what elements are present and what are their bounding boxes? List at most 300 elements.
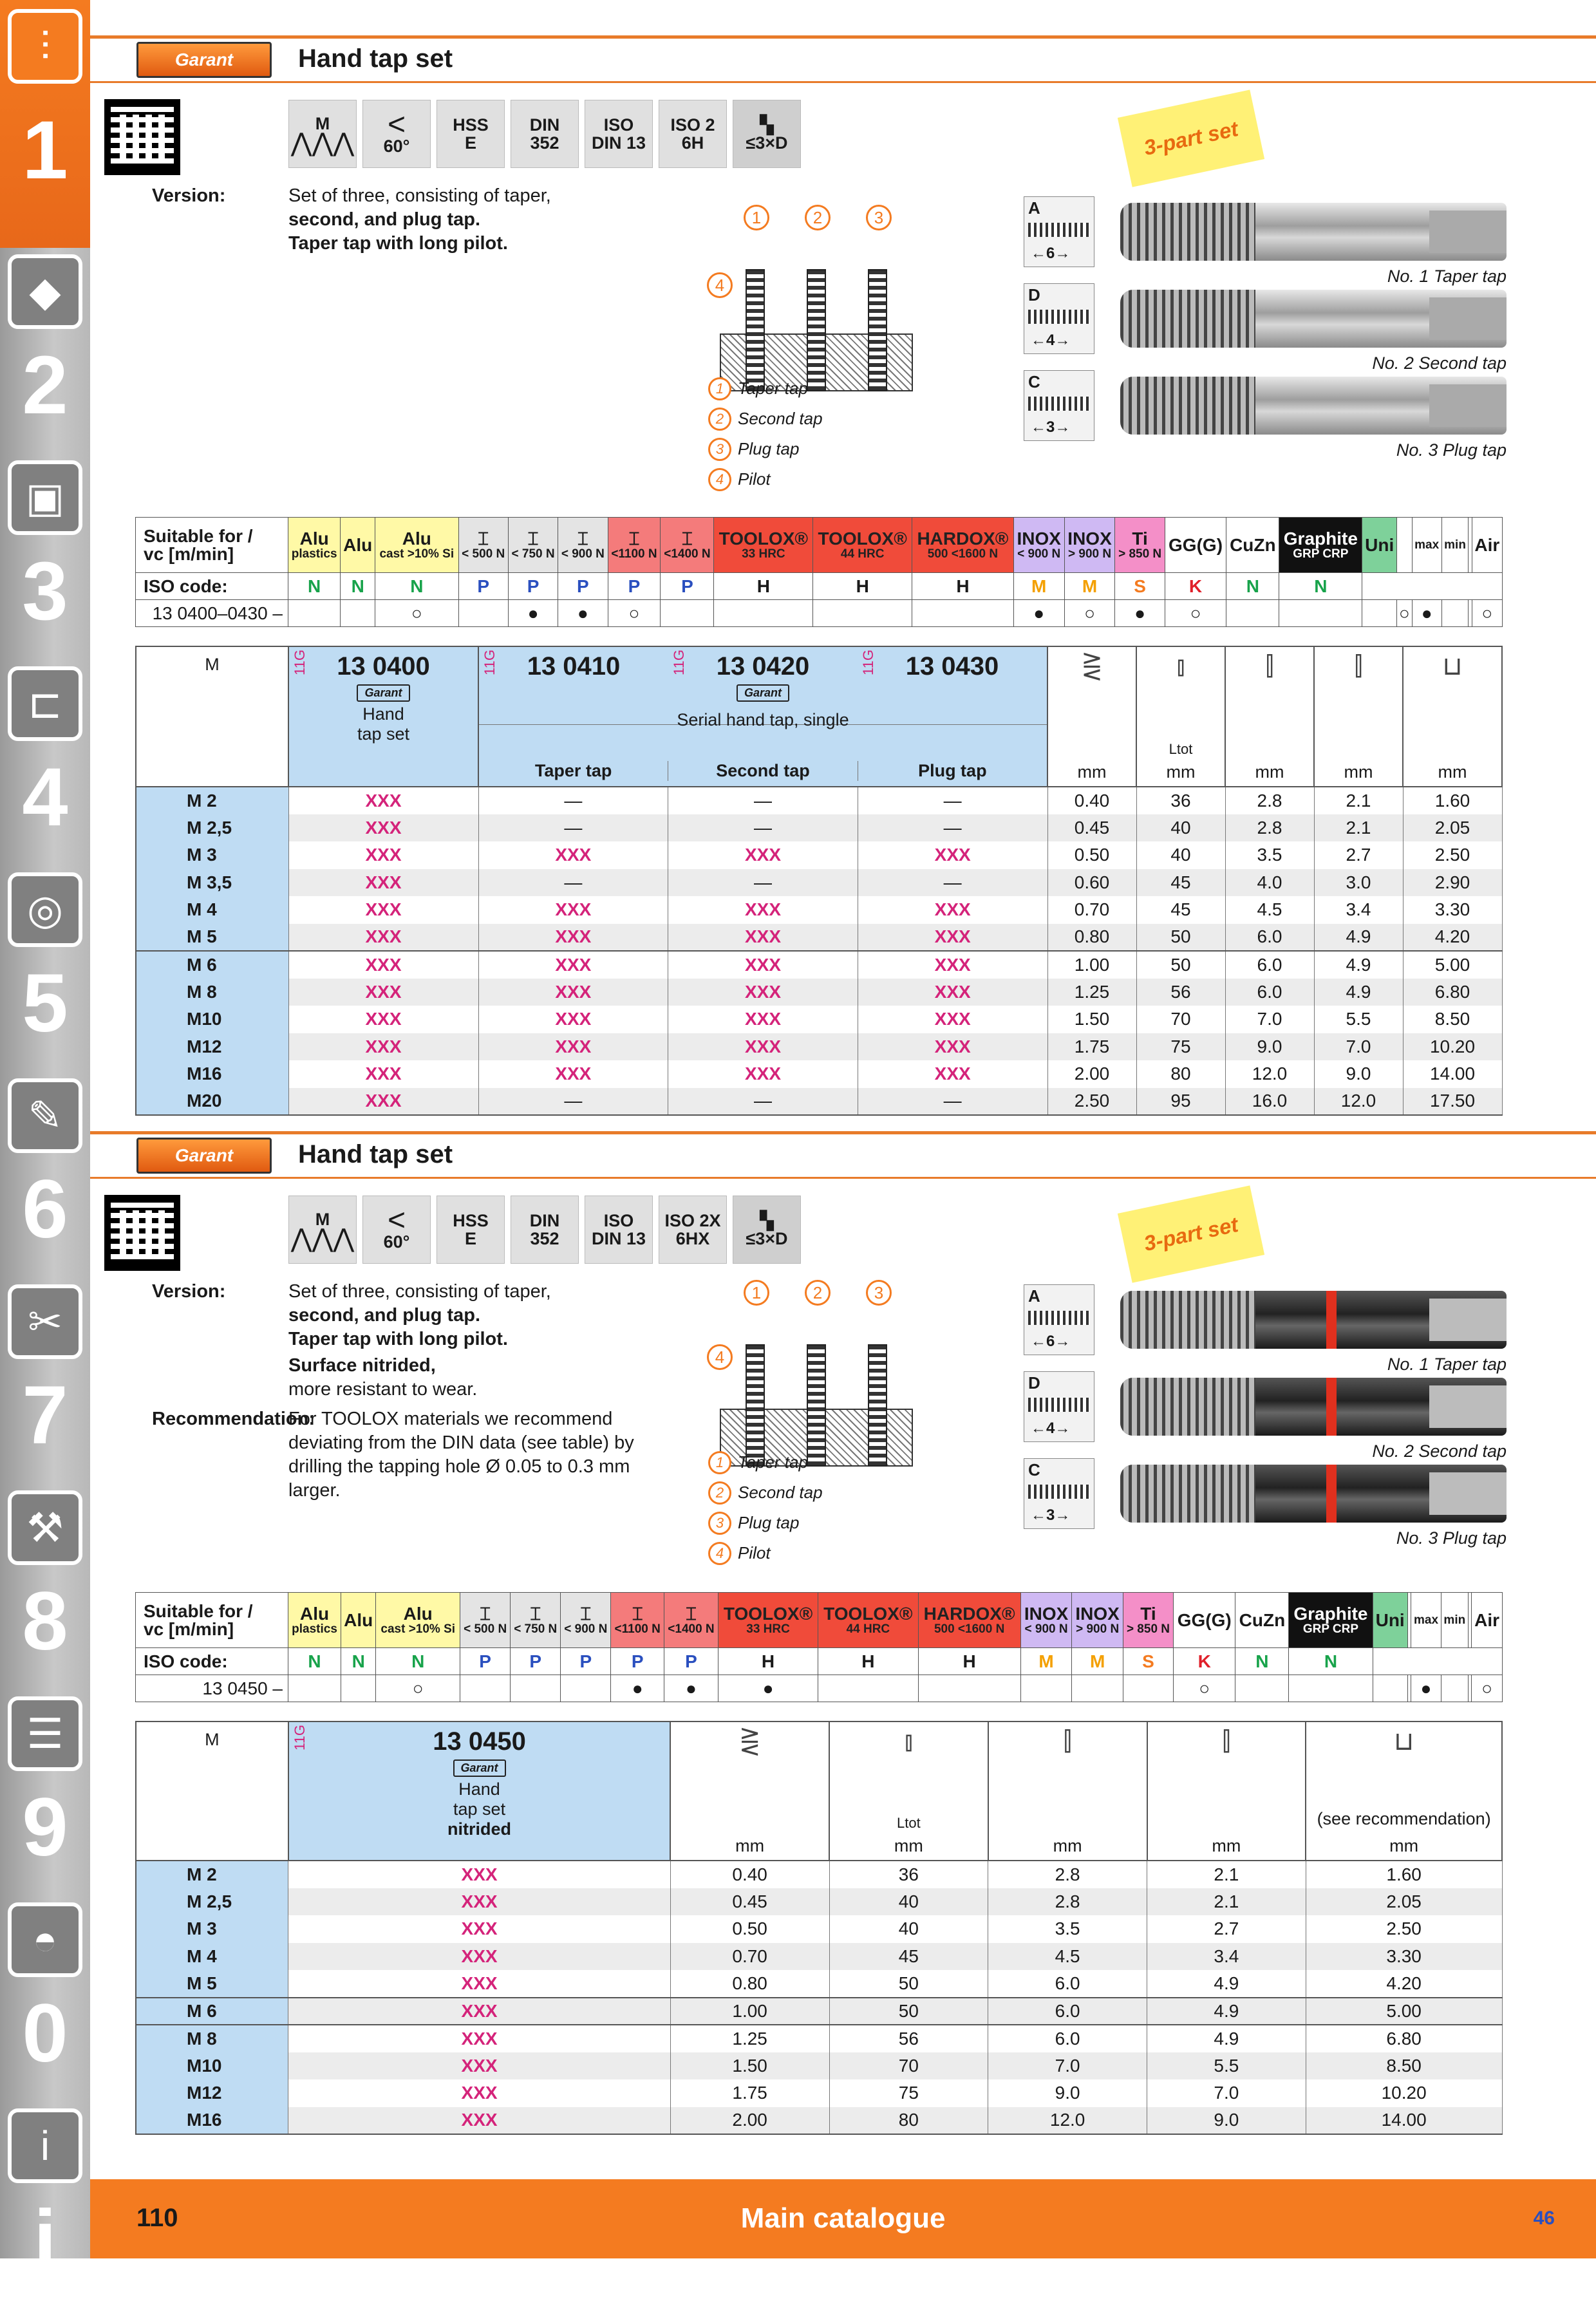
article-plug[interactable]: 11G 13 0430 — [860, 650, 999, 680]
tap-caption: No. 3 Plug tap — [1396, 1528, 1507, 1548]
sidebar-item-3[interactable] — [0, 454, 90, 660]
spec-cell: 3.0 — [1314, 869, 1403, 897]
spec-cell: 17.50 — [1403, 1088, 1502, 1116]
footer-index: 46 — [1533, 2208, 1555, 2229]
insert-icon: ◆ — [8, 254, 82, 329]
spec-cell: 7.0 — [1314, 1033, 1403, 1061]
chamfer-form-icon: D ←4→ — [1024, 283, 1094, 354]
spec-cell: 0.80 — [1047, 924, 1136, 952]
article-order-cell[interactable]: XXX — [668, 841, 858, 869]
spec-cell: 3.4 — [1147, 1943, 1306, 1971]
spec-cell: 0.80 — [670, 1970, 829, 1998]
spec-cell: 50 — [1136, 951, 1225, 979]
spec-cell: 4.9 — [1314, 924, 1403, 952]
recommendation-text: For TOOLOX materials we recommend deviating from the DIN data (see table) by drilling the tapping hole Ø 0.05 to 0.3 mm larger. — [288, 1409, 634, 1501]
material-col: TOOLOX® 33 HRC — [718, 1593, 818, 1648]
tap-photo — [1024, 370, 1519, 460]
spec-cell: 4.20 — [1403, 924, 1502, 952]
garant-logo: Garant — [136, 42, 272, 78]
info-icon: i — [8, 2108, 82, 2183]
spec-cell: 2.05 — [1403, 814, 1502, 842]
spec-cell: 4.5 — [988, 1943, 1147, 1971]
din-badge: DIN 352 — [511, 100, 579, 168]
article-order-cell[interactable]: XXX — [668, 1006, 858, 1033]
sidebar-item-6[interactable] — [0, 1072, 90, 1278]
material-col: INOX < 900 N — [1013, 518, 1064, 573]
article-order-cell[interactable]: XXX — [668, 896, 858, 924]
legend-item: 3 Plug tap — [708, 434, 823, 464]
material-col — [1397, 518, 1413, 573]
spec-cell: 2.1 — [1314, 814, 1403, 842]
article-order-cell[interactable]: XXX — [668, 924, 858, 952]
square-col: ⫿ mm — [1147, 1722, 1306, 1861]
thread-size: M 2,5 — [136, 814, 288, 842]
spec-cell: 0.45 — [1047, 814, 1136, 842]
material-col: Alu cast >10% Si — [375, 518, 458, 573]
tap-caption: No. 2 Second tap — [1372, 1441, 1507, 1461]
spec-cell: 5.00 — [1306, 1998, 1502, 2025]
spec-cell: 7.0 — [988, 2052, 1147, 2080]
material-col: TOOLOX® 44 HRC — [818, 1593, 918, 1648]
article-set[interactable]: 11G 13 0400 Garant Hand tap set — [288, 646, 478, 787]
article-order-cell[interactable]: XXX — [288, 896, 478, 924]
thread-size: M16 — [136, 1060, 288, 1088]
version-line: Set of three, consisting of taper, — [288, 185, 551, 206]
spec-cell: 2.05 — [1306, 1888, 1502, 1916]
ltot-col: ⫾ Ltot mm — [1136, 646, 1225, 787]
table-row — [136, 2052, 1502, 2080]
article-set[interactable]: 11G 13 0450 Garant Hand tap set nitrided — [288, 1722, 670, 1861]
material-col: Alu — [341, 1593, 376, 1648]
article-order-cell[interactable]: XXX — [858, 924, 1047, 952]
spec-cell: 80 — [1136, 1060, 1225, 1088]
article-order-cell[interactable]: XXX — [478, 951, 668, 979]
spec-cell: 56 — [1136, 979, 1225, 1006]
ltot-col: ⫾ Ltot mm — [829, 1722, 988, 1861]
version-line: Taper tap with long pilot. — [288, 1329, 508, 1349]
article-order-cell[interactable]: XXX — [288, 1060, 478, 1088]
article-order-cell[interactable]: XXX — [288, 1861, 670, 1888]
property-badges — [288, 100, 801, 168]
material-col: ⌶ <1400 N — [661, 518, 714, 573]
material-col: INOX < 900 N — [1020, 1593, 1072, 1648]
spec-cell: 16.0 — [1225, 1088, 1314, 1116]
drill-col: ⊔ (see recommendation) mm — [1306, 1722, 1502, 1861]
sidebar-item-9[interactable] — [0, 1690, 90, 1896]
material-col: Air — [1472, 1593, 1503, 1648]
section-title: Hand tap set — [298, 44, 453, 73]
tool-kit-icon: ⚒ — [8, 1490, 82, 1565]
material-col: Ti > 850 N — [1123, 1593, 1173, 1648]
spec-cell: 7.0 — [1225, 1006, 1314, 1033]
article-order-cell[interactable]: XXX — [668, 1060, 858, 1088]
spec-cell: 2.8 — [1225, 787, 1314, 814]
table-row — [136, 1033, 1502, 1061]
article-order-cell[interactable]: XXX — [858, 1006, 1047, 1033]
chamfer-form-icon: A ←6→ — [1024, 1284, 1094, 1355]
spec-cell: 1.00 — [670, 1998, 829, 2025]
material-col: ⌶ <1100 N — [611, 1593, 664, 1648]
sticky-note: 3-part set — [1118, 89, 1264, 187]
safety-glasses-icon: ◓ — [8, 1902, 82, 1977]
hss-badge: HSS E — [437, 1196, 505, 1264]
article-order-cell[interactable]: XXX — [288, 1033, 478, 1061]
section-title: Hand tap set — [298, 1140, 453, 1168]
tap-photo — [1024, 196, 1519, 286]
spec-cell: 50 — [1136, 924, 1225, 952]
sidebar-item-1[interactable] — [0, 0, 90, 248]
table-row — [136, 2079, 1502, 2107]
spec-cell: 4.0 — [1225, 869, 1314, 897]
material-col: TOOLOX® 44 HRC — [813, 518, 912, 573]
spec-cell: 8.50 — [1403, 1006, 1502, 1033]
spec-cell: 95 — [1136, 1088, 1225, 1116]
spec-cell: 6.0 — [988, 1998, 1147, 2025]
thread-size: M12 — [136, 1033, 288, 1061]
spec-cell: 2.8 — [988, 1888, 1147, 1916]
spec-cell: 0.40 — [1047, 787, 1136, 814]
spec-cell: 75 — [829, 2079, 988, 2107]
article-order-cell[interactable]: XXX — [288, 1915, 670, 1943]
tap-photo — [1024, 1371, 1519, 1461]
material-col: ⌶ < 900 N — [561, 1593, 611, 1648]
thread-size: M 5 — [136, 924, 288, 952]
m-header: M — [136, 646, 288, 787]
article-order-cell[interactable]: XXX — [288, 1888, 670, 1916]
article-order-cell[interactable]: XXX — [288, 2079, 670, 2107]
spec-cell: 6.0 — [1225, 951, 1314, 979]
thread-size: M 2,5 — [136, 1888, 288, 1916]
sidebar-item-i[interactable] — [0, 2102, 90, 2308]
material-col: max — [1411, 1593, 1441, 1648]
material-col: ⌶ <1400 N — [664, 1593, 718, 1648]
spec-cell: 5.5 — [1314, 1006, 1403, 1033]
chapter-number: i — [33, 2193, 57, 2285]
suitability-table: Suitable for / vc [m/min] Alu plastics Alu Alu cast >10% Si ⌶ < 500 N ⌶ < 750 N ⌶ < 900 N ⌶ <1100 N ⌶ <1400 N TOOLOX® 33 HRC TOOLOX® 44 HRC HARDOX® 500 <1600 N INOX < 900 N INOX > 900 N Ti > 850 N GG(G) CuZn Graphite GRP CRP Uni max min Air ISO code: N N N P P P P P H H H M M S K N N 13 0450 – ○ ● ● ● ○ ● ○ — [135, 1592, 1503, 1702]
spec-cell: 10.20 — [1403, 1033, 1502, 1061]
article-order-cell[interactable]: XXX — [288, 1998, 670, 2025]
material-col: Graphite GRP CRP — [1279, 518, 1362, 573]
article-order-cell[interactable]: XXX — [858, 951, 1047, 979]
article-order-cell[interactable]: XXX — [668, 979, 858, 1006]
qr-code[interactable] — [104, 1195, 180, 1271]
article-order-cell: — — [478, 814, 668, 842]
sidebar-item-0[interactable] — [0, 1896, 90, 2102]
square-col: ⫿ mm — [1314, 646, 1403, 787]
page-footer — [90, 2179, 1596, 2258]
material-col: INOX > 900 N — [1064, 518, 1115, 573]
version-line: Taper tap with long pilot. — [288, 233, 508, 254]
header-rule — [90, 35, 1596, 39]
legend-item: 2 Second tap — [708, 404, 823, 434]
article-order-cell[interactable]: XXX — [668, 1033, 858, 1061]
spec-cell: 36 — [829, 1861, 988, 1888]
spec-cell: 2.50 — [1403, 841, 1502, 869]
article-order-cell[interactable]: XXX — [858, 896, 1047, 924]
sidebar-item-4[interactable] — [0, 660, 90, 866]
sidebar-item-8[interactable] — [0, 1484, 90, 1690]
thread-size: M12 — [136, 2079, 288, 2107]
version-line: second, and plug tap. — [288, 1305, 481, 1326]
shank-col: ⫿ mm — [1225, 646, 1314, 787]
article-order-cell[interactable]: XXX — [478, 979, 668, 1006]
legend-item: 4 Pilot — [708, 464, 823, 494]
thread-size: M 5 — [136, 1970, 288, 1998]
spec-cell: 0.40 — [670, 1861, 829, 1888]
article-order-cell[interactable]: XXX — [288, 2107, 670, 2135]
recommendation-label: Recommendation: — [152, 1409, 315, 1429]
chamfer-form-icon: A ←6→ — [1024, 196, 1094, 267]
header-rule — [90, 81, 1596, 83]
caliper-icon: ⊏ — [8, 666, 82, 741]
thread-size: M 3 — [136, 1915, 288, 1943]
legend-item: 4 Pilot — [708, 1538, 823, 1568]
thread-size: M16 — [136, 2107, 288, 2135]
sidebar-item-5[interactable] — [0, 866, 90, 1072]
article-order-cell[interactable]: XXX — [288, 1006, 478, 1033]
article-order-cell[interactable]: XXX — [288, 814, 478, 842]
article-order-cell[interactable]: XXX — [478, 1033, 668, 1061]
article-order-cell: — — [858, 1088, 1047, 1116]
article-order-cell[interactable]: XXX — [478, 841, 668, 869]
material-col: ⌶ < 750 N — [511, 1593, 561, 1648]
material-col: Alu — [341, 518, 375, 573]
material-col: ⌶ < 500 N — [460, 1593, 511, 1648]
spec-cell: 80 — [829, 2107, 988, 2135]
article-order-cell[interactable]: XXX — [288, 2052, 670, 2080]
legend-item: 1 Taper tap — [708, 1447, 823, 1478]
spec-cell: 6.0 — [988, 2025, 1147, 2052]
m-header: M — [136, 1722, 288, 1861]
article-order-cell[interactable]: XXX — [288, 924, 478, 952]
spec-cell: 0.45 — [670, 1888, 829, 1916]
drill-icon: ⫶ — [8, 9, 82, 84]
tool-cabinet-icon: ☰ — [8, 1696, 82, 1771]
spec-cell: 7.0 — [1147, 2079, 1306, 2107]
version-block — [152, 1280, 686, 1499]
spec-cell: 4.9 — [1314, 979, 1403, 1006]
chapter-number: 0 — [22, 1987, 68, 2079]
article-order-cell[interactable]: XXX — [288, 979, 478, 1006]
serial-taps — [478, 646, 1047, 787]
chapter-number: 5 — [22, 957, 68, 1049]
spec-cell: 6.0 — [988, 1970, 1147, 1998]
table-row — [136, 841, 1502, 869]
article-order-cell[interactable]: XXX — [858, 1060, 1047, 1088]
thread-angle-badge: < 60° — [362, 1196, 431, 1264]
spec-cell: 45 — [1136, 869, 1225, 897]
serial-label: Serial hand tap, single — [677, 710, 849, 729]
tap-caption: No. 3 Plug tap — [1396, 440, 1507, 460]
drill-col: ⊔ mm — [1403, 646, 1502, 787]
material-col: Air — [1472, 518, 1502, 573]
material-col: TOOLOX® 33 HRC — [714, 518, 813, 573]
article-order-cell[interactable]: XXX — [288, 1970, 670, 1998]
spec-cell: 14.00 — [1306, 2107, 1502, 2135]
version-line: second, and plug tap. — [288, 209, 481, 230]
spec-cell: 2.50 — [1306, 1915, 1502, 1943]
spec-cell: 2.00 — [1047, 1060, 1136, 1088]
spec-cell: 2.1 — [1314, 787, 1403, 814]
chamfer-form-icon: C ←3→ — [1024, 370, 1094, 441]
pliers-icon: ✂ — [8, 1284, 82, 1359]
version-block — [152, 184, 686, 261]
size-table — [135, 646, 1503, 1116]
article-order-cell[interactable]: XXX — [478, 1006, 668, 1033]
material-col: INOX > 900 N — [1072, 1593, 1123, 1648]
tap-photo — [1024, 1458, 1519, 1548]
tolerance-badge: ISO 2X 6HX — [659, 1196, 727, 1264]
table-row — [136, 814, 1502, 842]
spec-cell: 70 — [829, 2052, 988, 2080]
article-order-cell[interactable]: XXX — [288, 869, 478, 897]
table-row — [136, 1888, 1502, 1916]
sub-label: Taper tap — [534, 761, 612, 780]
article-order-cell[interactable]: XXX — [288, 841, 478, 869]
tap-diagram: 1 2 3 4 — [707, 205, 919, 475]
spec-cell: 2.50 — [1047, 1088, 1136, 1116]
spec-cell: 2.8 — [988, 1861, 1147, 1888]
shank-col: ⫿ mm — [988, 1722, 1147, 1861]
spec-cell: 6.0 — [1225, 924, 1314, 952]
spec-cell: 45 — [1136, 896, 1225, 924]
spec-cell: 2.8 — [1225, 814, 1314, 842]
spec-cell: 4.9 — [1314, 951, 1403, 979]
spec-cell: 5.5 — [1147, 2052, 1306, 2080]
pitch-col: ⋛ mm — [1047, 646, 1136, 787]
chapter-number: 3 — [22, 545, 68, 637]
material-col: max — [1412, 518, 1441, 573]
spec-cell: 9.0 — [1147, 2107, 1306, 2135]
article-order-cell[interactable]: XXX — [288, 2025, 670, 2052]
spec-cell: 70 — [1136, 1006, 1225, 1033]
table-row — [136, 896, 1502, 924]
thread-size: M 2 — [136, 787, 288, 814]
article-order-cell[interactable]: XXX — [478, 896, 668, 924]
article-order-cell[interactable]: XXX — [858, 841, 1047, 869]
sidebar-item-2[interactable] — [0, 248, 90, 454]
thread-size: M 6 — [136, 951, 288, 979]
spec-cell: 0.70 — [670, 1943, 829, 1971]
chapter-number: 8 — [22, 1575, 68, 1667]
version-line: more resistant to wear. — [288, 1379, 478, 1400]
table-row — [136, 1915, 1502, 1943]
spec-cell: 0.50 — [1047, 841, 1136, 869]
article-order-cell[interactable]: XXX — [288, 1088, 478, 1116]
chamfer-form-icon: D ←4→ — [1024, 1371, 1094, 1442]
article-order-cell[interactable]: XXX — [478, 924, 668, 952]
material-col: min — [1441, 1593, 1468, 1648]
article-order-cell[interactable]: XXX — [858, 979, 1047, 1006]
spec-cell: 4.20 — [1306, 1970, 1502, 1998]
spec-cell: 40 — [1136, 841, 1225, 869]
material-col: Alu cast >10% Si — [376, 1593, 460, 1648]
article-second[interactable]: 11G 13 0420 Garant — [668, 647, 858, 724]
article-order-cell[interactable]: XXX — [478, 1060, 668, 1088]
material-col: Ti > 850 N — [1115, 518, 1165, 573]
spec-cell: 2.1 — [1147, 1861, 1306, 1888]
article-order-cell[interactable]: XXX — [288, 787, 478, 814]
table-row — [136, 787, 1502, 814]
article-order-cell: — — [478, 869, 668, 897]
thread-size: M 6 — [136, 1998, 288, 2025]
sticky-note: 3-part set — [1118, 1185, 1264, 1282]
sub-label: Plug tap — [858, 761, 1047, 781]
article-taper[interactable]: 11G 13 0410 — [482, 650, 621, 680]
tap-caption: No. 1 Taper tap — [1387, 267, 1507, 286]
tolerance-badge: ISO 2 6H — [659, 100, 727, 168]
chapter-number: 4 — [22, 751, 68, 843]
spec-cell: 1.50 — [1047, 1006, 1136, 1033]
tap-legend — [708, 1447, 823, 1568]
article-order-cell[interactable]: XXX — [668, 951, 858, 979]
spec-cell: 14.00 — [1403, 1060, 1502, 1088]
iso-badge: ISO DIN 13 — [585, 1196, 653, 1264]
spec-cell: 10.20 — [1306, 2079, 1502, 2107]
table-row — [136, 1060, 1502, 1088]
table-row — [136, 1970, 1502, 1998]
footer-title: Main catalogue — [740, 2202, 946, 2234]
depth-badge: ▚ ≤3×D — [733, 1196, 801, 1264]
thread-size: M10 — [136, 1006, 288, 1033]
table-row — [136, 2107, 1502, 2135]
spec-cell: 4.9 — [1147, 2025, 1306, 2052]
spec-cell: 6.80 — [1306, 2025, 1502, 2052]
spec-cell: 1.60 — [1403, 787, 1502, 814]
chapter-number: 1 — [22, 104, 68, 196]
qr-code[interactable] — [104, 99, 180, 175]
din-badge: DIN 352 — [511, 1196, 579, 1264]
chapter-number: 7 — [22, 1369, 68, 1461]
material-col: HARDOX® 500 <1600 N — [918, 1593, 1020, 1648]
spec-cell: 2.7 — [1314, 841, 1403, 869]
spec-cell: 1.50 — [670, 2052, 829, 2080]
version-label: Version: — [152, 185, 226, 206]
hss-badge: HSS E — [437, 100, 505, 168]
spec-cell: 50 — [829, 1970, 988, 1998]
version-label: Version: — [152, 1281, 226, 1302]
article-order-cell[interactable]: XXX — [288, 951, 478, 979]
spec-cell: 9.0 — [988, 2079, 1147, 2107]
material-col: ⌶ < 900 N — [558, 518, 608, 573]
thread-size: M 3,5 — [136, 869, 288, 897]
material-col: min — [1441, 518, 1469, 573]
article-order-cell[interactable]: XXX — [288, 1943, 670, 1971]
material-col: CuZn — [1226, 518, 1279, 573]
legend-item: 2 Second tap — [708, 1478, 823, 1508]
thread-m-badge: M ⋀⋀⋀ — [288, 1196, 357, 1264]
chapter-number: 2 — [22, 339, 68, 431]
sidebar-item-7[interactable] — [0, 1278, 90, 1484]
grinding-disc-icon: ◎ — [8, 872, 82, 947]
spec-cell: 56 — [829, 2025, 988, 2052]
spec-cell: 6.80 — [1403, 979, 1502, 1006]
version-line: Surface nitrided, — [288, 1355, 436, 1376]
spec-cell: 36 — [1136, 787, 1225, 814]
article-order-cell: — — [858, 787, 1047, 814]
thread-size: M 8 — [136, 979, 288, 1006]
chuck-icon: ▣ — [8, 460, 82, 535]
article-order-cell: — — [668, 787, 858, 814]
spec-cell: 2.90 — [1403, 869, 1502, 897]
spec-cell: 40 — [1136, 814, 1225, 842]
article-order-cell[interactable]: XXX — [858, 1033, 1047, 1061]
spec-cell: 4.5 — [1225, 896, 1314, 924]
spec-cell: 2.7 — [1147, 1915, 1306, 1943]
spec-cell: 45 — [829, 1943, 988, 1971]
table-row — [136, 1998, 1502, 2025]
material-col: ⌶ < 500 N — [458, 518, 508, 573]
